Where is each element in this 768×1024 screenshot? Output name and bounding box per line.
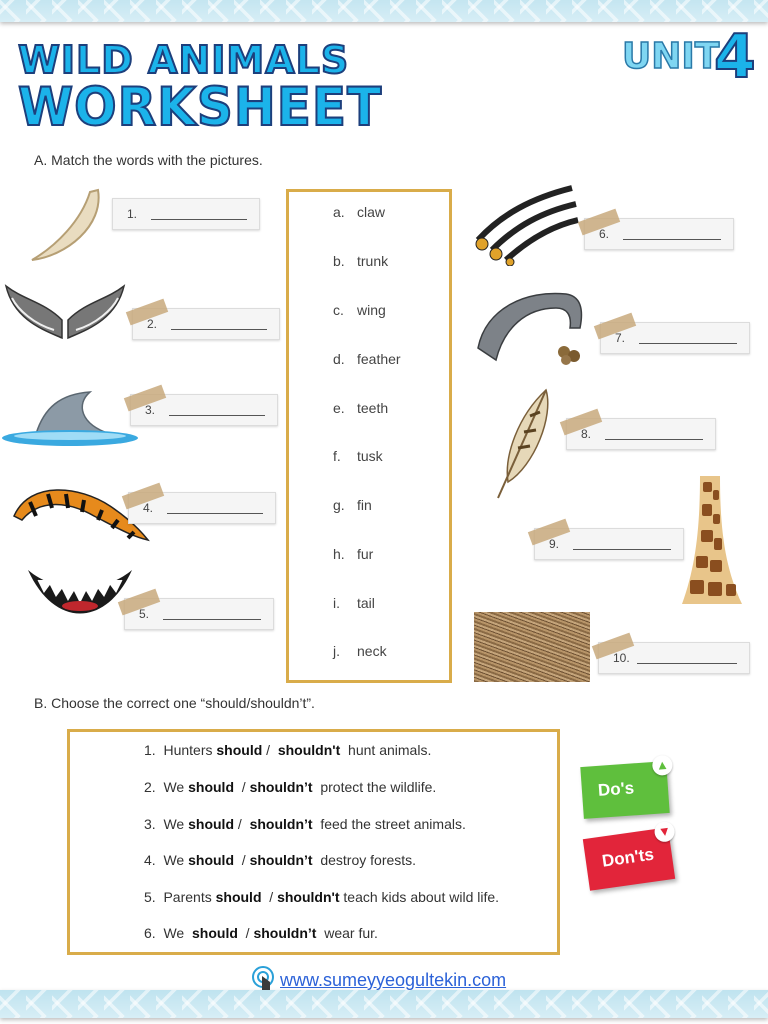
word-item: e. teeth — [333, 400, 389, 416]
option-shouldnt[interactable]: shouldn’t — [249, 816, 313, 832]
wings-icon — [4, 280, 126, 352]
word-item: h. fur — [333, 546, 374, 562]
answer-number: 8. — [581, 427, 592, 441]
option-shouldnt[interactable]: shouldn’t — [249, 779, 313, 795]
answer-number: 2. — [147, 317, 158, 331]
option-should[interactable]: should — [188, 816, 234, 832]
answer-blank[interactable] — [623, 239, 721, 240]
donts-sticker — [583, 822, 675, 890]
donts-label: Don'ts — [600, 844, 656, 871]
answer-card-1 — [112, 198, 260, 230]
answer-number: 3. — [145, 403, 156, 417]
tusk-icon — [26, 186, 104, 264]
sentence-row: 6. We should / shouldn’t wear fur. — [144, 925, 378, 941]
word-item: j. neck — [333, 643, 387, 659]
option-should[interactable]: should — [188, 779, 234, 795]
option-should[interactable]: should — [215, 889, 262, 905]
dos-sticker — [580, 756, 670, 819]
shark-fin-icon — [0, 388, 140, 450]
answer-blank[interactable] — [605, 439, 703, 440]
answer-number: 6. — [599, 227, 610, 241]
answer-blank[interactable] — [151, 219, 247, 220]
fur-icon — [474, 612, 590, 682]
answer-card-4 — [128, 492, 276, 524]
answer-number: 7. — [615, 331, 626, 345]
answer-blank[interactable] — [639, 343, 737, 344]
giraffe-neck-icon — [680, 476, 744, 604]
option-shouldnt[interactable]: shouldn’t — [253, 925, 317, 941]
answer-card-2 — [132, 308, 280, 340]
thumbs-down-icon: ▼ — [653, 820, 676, 843]
sentence-row: 1. Hunters should / shouldn't hunt animals. — [144, 742, 432, 758]
word-item: f. tusk — [333, 448, 383, 464]
word-item: a. claw — [333, 204, 386, 220]
answer-card-6 — [584, 218, 734, 250]
elephant-trunk-icon — [476, 288, 588, 368]
option-shouldnt[interactable]: shouldn't — [277, 889, 340, 905]
answer-blank[interactable] — [169, 415, 265, 416]
word-item: i. tail — [333, 595, 375, 611]
dos-label: Do's — [597, 778, 635, 800]
answer-number: 1. — [127, 207, 138, 221]
unit-number: 4 — [714, 22, 756, 92]
unit-label: UNIT — [622, 36, 720, 77]
word-item: b. trunk — [333, 253, 389, 269]
section-a-instruction: A. Match the words with the pictures. — [34, 152, 263, 168]
option-shouldnt[interactable]: shouldn't — [277, 742, 341, 758]
answer-blank[interactable] — [163, 619, 261, 620]
section-b-instruction: B. Choose the correct one “should/shouldn’t”. — [34, 695, 315, 711]
word-item: c. wing — [333, 302, 386, 318]
answer-card-9 — [534, 528, 684, 560]
sentence-row: 5. Parents should / shouldn't teach kids about wild life. — [144, 889, 500, 905]
option-shouldnt[interactable]: shouldn’t — [249, 852, 313, 868]
answer-card-8 — [566, 418, 716, 450]
sentence-row: 3. We should / shouldn’t feed the street animals. — [144, 816, 466, 832]
answer-number: 4. — [143, 501, 154, 515]
answer-card-10 — [598, 642, 750, 674]
thumbs-up-icon: ▲ — [652, 755, 673, 776]
option-should[interactable]: should — [192, 925, 238, 941]
answer-blank[interactable] — [637, 663, 737, 664]
answer-card-7 — [600, 322, 750, 354]
answer-card-3 — [130, 394, 278, 426]
word-item: d. feather — [333, 351, 401, 367]
answer-number: 9. — [549, 537, 560, 551]
answer-blank[interactable] — [573, 549, 671, 550]
feather-icon — [494, 386, 556, 502]
word-item: g. fin — [333, 497, 372, 513]
answer-blank[interactable] — [171, 329, 267, 330]
bottom-decorative-band — [0, 990, 768, 1018]
top-decorative-band — [0, 0, 768, 22]
sentence-box — [67, 729, 560, 955]
answer-number: 5. — [139, 607, 150, 621]
word-bank — [286, 189, 452, 683]
option-should[interactable]: should — [188, 852, 234, 868]
answer-number: 10. — [613, 651, 630, 665]
sentence-row: 4. We should / shouldn’t destroy forests. — [144, 852, 417, 868]
sentence-row: 2. We should / shouldn’t protect the wildlife. — [144, 779, 437, 795]
website-link[interactable]: www.sumeyyeogultekin.com — [280, 970, 507, 990]
title-line-1: WILD ANIMALS — [18, 38, 350, 82]
answer-card-5 — [124, 598, 274, 630]
option-should[interactable]: should — [216, 742, 263, 758]
shark-teeth-icon — [24, 564, 136, 624]
claws-icon — [472, 184, 580, 266]
title-line-2: WORKSHEET — [18, 76, 383, 138]
answer-blank[interactable] — [167, 513, 263, 514]
